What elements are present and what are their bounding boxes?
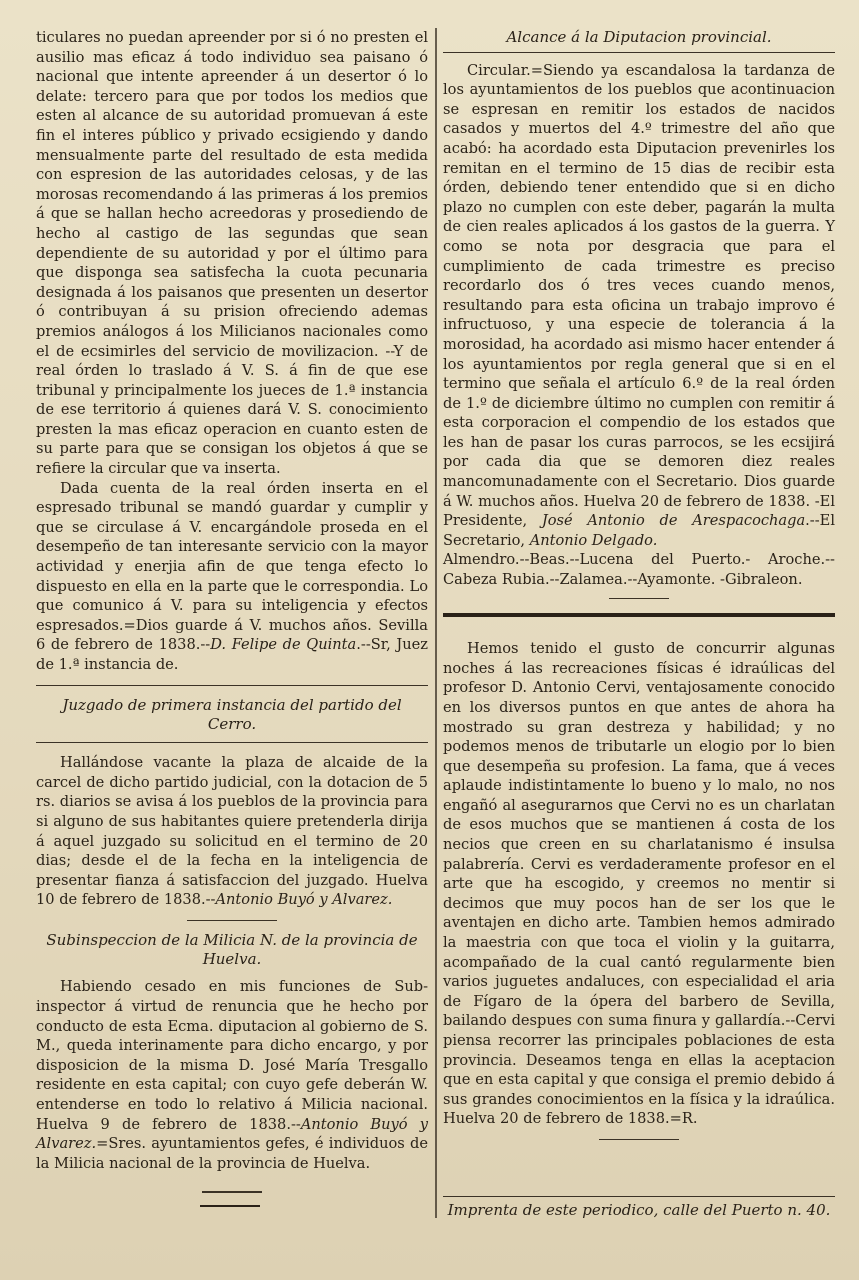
paragraph-text: Dada cuenta de la real órden inserta en el espresado tribunal se mandó guardar y cumplir y que se circulase á V. encargándole proseda en el desempeño de tan interesante servicio con la mayor actividad y enerjia afin de que tenga efecto lo dispuesto en ella en la parte que le correspondia. Lo que comunico á V. para su inteligencia y efectos espresados.=Dios guarde á V. muchos años. Sevilla 6 de febrero de 1838.-- [36,479,428,654]
right-paragraph-circular [443,61,835,551]
signature: José Antonio de Arespacochaga [541,512,806,530]
signature: Antonio Buyó y Alvarez. [36,1115,428,1153]
short-divider [609,598,669,600]
short-divider [202,1191,262,1193]
paragraph-text: Circular.=Siendo ya escandalosa la tardanza de los ayuntamientos de los pueblos que acontinuacion se espresan en remitir los estados de nacidos casados y muertos del 4.º trimestre del año que acabó: ha acordado esta Diputacion prevenirles los remitan en el termino de 15 dias de recibir esta órden, debiendo tener entendido que si en dicho plazo no cumplen con este deber, pagarán la multa de cien reales aplicados á los gastos de la guerra. Y como se nota por desgracia que para el cumplimiento de cada trimestre es preciso recordarlo dos ó tres veces cuando menos, resultando para esta oficina un trabajo improvo é infructuoso, y una especie de tolerancia á la morosidad, ha acordado asi mismo hacer entender á los ayuntamientos por regla general que si en el termino que señala el artículo 6.º de la real órden de 1.º de diciembre último no cumplen con remitir á esta corporacion el compendio de los estados que les han de pasar los curas parrocos, se les ecsijirá por cada dia que se demoren diez reales mancomunadamente con el Secretario. Dios guarde á W. muchos años. Huelva 20 de febrero de 1838. -El Presidente, [443,61,835,530]
right-paragraph-cervi: Hemos tenido el gusto de concurrir algunas noches á las recreaciones físicas é idraúlicas del profesor D. Antonio Cervi, ventajosamente conocido en los diversos puntos en que antes de ahora ha mostrado su gran destreza y habilidad; y no podemos menos de tributarle un elogio por lo bien que desempeña su profesion. La fama, que á veces aplaude indistintamente lo bueno y lo malo, no nos engañó al asegurarnos que Cervi no es un charlatan de esos muchos que se mantienen á costa de los necios que creen en su charlatanismo é insulsa palabrería. Cervi es verdaderamente profesor en el arte que ha escogido, y creemos no mentir si decimos que muy pocos han de ser los que le aventajen en dicho arte. Tambien hemos admirado la maestria con que toca el violin y la guitarra, acompañado de la cual cantó regularmente bien varios juguetes andaluces, con especialidad el aria de Fígaro de la ópera del barbero de Sevilla, bailando despues con suma finura y gallardía.--Cervi piensa recorrer las principales poblaciones de esta provincia. Deseamos tenga en ellas la aceptacion que en esta capital y que consiga el premio debido á sus grandes conocimientos en la física y la idraúlica. Huelva 20 de febrero de 1838.=R. [443,640,835,1128]
short-divider [200,1205,260,1207]
paragraph-text: Hallándose vacante la plaza de alcaide de la carcel de dicho partido judicial, con la dotacion de 5 rs. diarios se avisa á los pueblos de la provincia para si alguno de sus habitantes quiere pretenderla dirija á aquel juzgado su solicitud en el termino de 20 dias; desde el de la fecha en la inteligencia de presentar fianza á satisfaccion del juzgado. Huelva 10 de febrero de 1838.-- [36,754,428,909]
short-divider [187,920,277,922]
left-paragraph-subinspector [36,977,428,1173]
paragraph-text: Habiendo cesado en mis funciones de Sub-inspector á virtud de renuncia que he hecho por conducto de esta Ecma. diputacion al gobierno de S. M., queda interinamente para dicho encargo, y por disposicion de la misma D. José María Tresgallo residente en esta capital; con cuyo gefe deberán W. entenderse en todo lo relativo á Milicia nacional. Huelva 9 de febrero de 1838.-- [36,978,428,1133]
section-divider [36,685,428,686]
paragraph-text: .--El Secretario, [443,512,835,549]
column-divider [435,28,437,1218]
paragraph-tail: =Sres. ayuntamientos gefes, é individuos de la Milicia nacional de la provincia de Huelva. [36,1135,428,1172]
paragraph-tail: .--Sr, Juez de 1.ª instancia de. [36,636,428,673]
town-list: Almendro.--Beas.--Lucena del Puerto.- Aroche.--Cabeza Rubia.--Zalamea.--Ayamonte. -Gibraleon. [443,551,835,589]
signature: D. Felipe de Quinta [210,636,357,654]
left-paragraph-alcaide [36,753,428,910]
signature: Antonio Delgado. [529,531,658,549]
left-column [36,28,428,1203]
signature: Antonio Buyó y Alvarez. [215,891,393,909]
right-column [443,28,835,1150]
short-divider [599,1139,679,1141]
section-header-diputacion: Alcance á la Diputacion provincial. [443,28,835,53]
section-title-subinspeccion: Subinspeccion de la Milicia N. de la provincia de Huelva. [46,931,418,969]
left-paragraph-continued: ticulares no puedan apreender por si ó no presten el ausilio mas eficaz á todo individuo sea paisano ó nacional que intente apreender á un desertor ó lo delate: tercero para que por todos los medios que esten al alcance de su autoridad promuevan á este fin el interes público y privado ecsigiendo y dando mensualmente parte del resultado de esta medida con espresion de las autoridades celosas, y de las morosas recomendando á las primeras á los premios á que se hallan hecho acreedoras y prosediendo de hecho al castigo de las segundas que sean dependiente de su autoridad y por el último para que disponga sea satisfecha la cuota pecunaria designada á los paisanos que presenten un desertor ó contribuyan á su prision ofreciendo ademas premios análogos á los Milicianos nacionales como el de ecsimirles del servicio de movilizacion. --Y de real órden lo traslado á V. S. á fin de que ese tribunal y principalmente los jueces de 1.ª instancia de ese territorio á quienes dará V. S. conocimiento presten la mas eficaz operacion en cuanto esten de su parte para que se consigan los objetos á que se refiere la circular que va inserta. [36,29,428,478]
left-paragraph-circular-response [36,479,428,675]
thick-divider [443,613,835,617]
footer-imprint: Imprenta de este periodico, calle del Puerto n. 40. [443,1196,835,1219]
section-title-juzgado: Juzgado de primera instancia del partido del Cerro. [62,695,402,733]
section-divider [36,742,428,743]
